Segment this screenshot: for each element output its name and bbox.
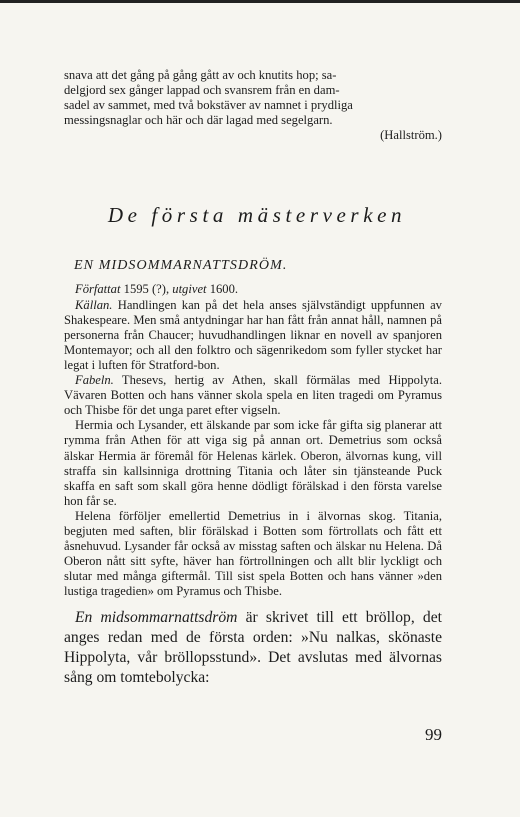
continuation-line: snava att det gång på gång gått av och knutits hop; sa- bbox=[64, 68, 337, 82]
top-rule bbox=[0, 0, 520, 3]
written-label: Författat bbox=[75, 282, 121, 297]
plot-label: Fabeln. bbox=[75, 373, 114, 388]
plot-text: Thesevs, hertig av Athen, skall förmälas med Hippolyta. Vävaren Botten och hans vänner skola spela en liten tragedi om Pyramus och Thisbe för det unga paret efter vigseln. bbox=[64, 373, 442, 418]
dates-line bbox=[64, 282, 442, 297]
closing-title: En midsommarnattsdröm bbox=[75, 609, 238, 627]
quote-attribution: (Hallström.) bbox=[380, 128, 442, 143]
page-number: 99 bbox=[425, 725, 442, 744]
book-page bbox=[64, 68, 442, 688]
closing-paragraph bbox=[64, 608, 442, 688]
continuation-passage bbox=[64, 68, 442, 143]
plot-paragraph bbox=[64, 373, 442, 418]
source-paragraph bbox=[64, 298, 442, 373]
plot-paragraph-2: Hermia och Lysander, ett älskande par som icke får gifta sig planerar att rymma från Athen för att viga sig på annan ort. Demetrius som också älskar Hermia är föremål för Helenas kärlek. Oberon, älvornas kung, vill straffa sin kallsinniga drottning Titania och låter sin tjänsteande Puck skaffa en saft som skall göra henne dödligt förälskad i den första varelse hon får se. bbox=[64, 418, 442, 508]
continuation-line: messingsnaglar och här och där lagad med segelgarn. bbox=[64, 113, 333, 128]
play-title: EN MIDSOMMARNATTSDRÖM. bbox=[74, 258, 288, 274]
source-label: Källan. bbox=[75, 297, 113, 312]
section-title: De första mästerverken bbox=[107, 203, 407, 228]
continuation-line: delgjord sex gånger lappad och svansrem från en dam- bbox=[64, 83, 340, 98]
continuation-line: sadel av sammet, med två bokstäver av namnet i prydliga bbox=[64, 98, 353, 113]
closing-text: är skrivet till ett bröllop, det anges redan med de första orden: »Nu nalkas, skönaste Hippolyta, vår bröllopsstund». Det avslutas med älvornas sång om tomtebolycka: bbox=[64, 609, 442, 687]
plot-paragraph-3: Helena förföljer emellertid Demetrius in i älvornas skog. Titania, begjuten med saften, blir förälskad i Botten som förtrollats och fått ett åsnehuvud. Lysander får också av misstag saften och älskar nu Helena. Då Oberon nått sitt syfte, häver han förtrollningen och allt blir lyckligt och slutar med många giftermål. Till sist spela Botten och hans vänner »den lustiga tragedien» om Pyramus och Thisbe. bbox=[64, 508, 442, 599]
published-label: utgivet bbox=[172, 282, 207, 297]
source-text: Handlingen kan på det hela anses självständigt uppfunnen av Shakespeare. Men små antydningar har han fått från annat håll, namnen på personerna från Chaucer; huvudhandlingen liknar en novell av spanjoren Montemayor; och all den folktro och sägenrikedom som fyller stycket har legat i luften för Stratford-bon. bbox=[64, 297, 442, 372]
published-value: 1600. bbox=[209, 282, 239, 297]
written-value: 1595 (?), bbox=[123, 282, 170, 297]
